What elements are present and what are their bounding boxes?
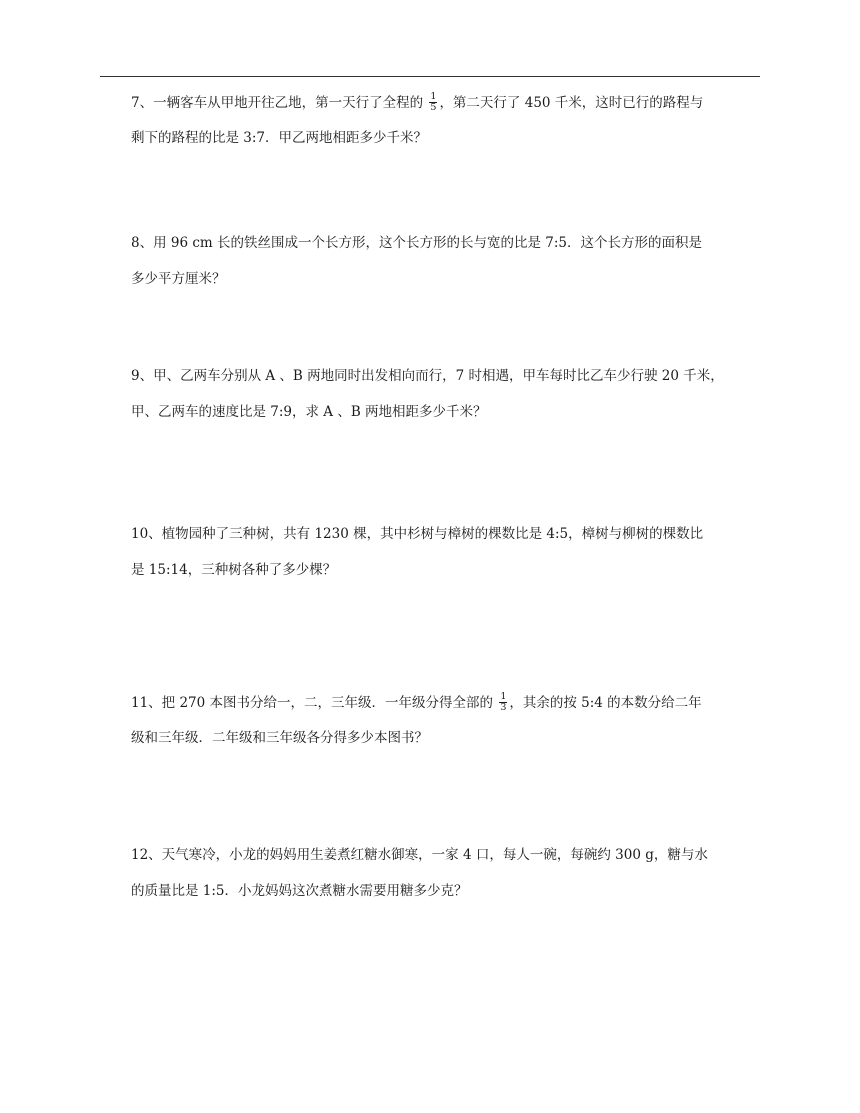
problem-10-line-2: 是 15:14，三种树各种了多少棵？ [131,562,337,578]
fraction-numerator: 1 [500,691,507,702]
problem-7-text-a: 7、一辆客车从甲地开往乙地，第一天行了全程的 [131,95,428,111]
problem-9-line-2: 甲、乙两车的速度比是 7:9，求 A 、B 两地相距多少千米？ [131,404,487,420]
problem-12-line-2: 的质量比是 1:5．小龙妈妈这次煮糖水需要用糖多少克？ [131,883,468,899]
problem-12-line-1: 12、天气寒冷，小龙的妈妈用生姜煮红糖水御寒，一家 4 口，每人一碗，每碗约 300 g，糖与水 [131,847,708,863]
problem-11-line-2: 级和三年级．二年级和三年级各分得多少本图书？ [131,730,428,746]
problem-7-line-2: 剩下的路程的比是 3:7．甲乙两地相距多少千米？ [131,130,428,146]
problem-7-text-b: ，第二天行了 450 千米，这时已行的路程与 [439,95,704,111]
fraction-one-fifth [429,92,437,113]
problem-11-text-b: ，其余的按 5:4 的本数分给二年 [509,695,702,711]
problem-11-text-a: 11、把 270 本图书分给一，二，三年级．一年级分得全部的 [131,695,498,711]
fraction-numerator: 1 [430,91,437,102]
problem-8-line-2: 多少平方厘米？ [131,271,226,287]
header-rule [100,76,760,77]
fraction-denominator: 3 [500,702,507,713]
problem-9-line-1: 9、甲、乙两车分别从 A 、B 两地同时出发相向而行，7 时相遇，甲车每时比乙车少行驶 20 千米， [131,368,724,384]
fraction-denominator: 5 [430,102,437,113]
problem-11-line-1 [131,693,702,714]
problem-10-line-1: 10、植物园种了三种树，共有 1230 棵，其中杉树与樟树的棵数比是 4:5，樟树与柳树的棵数比 [131,526,704,542]
problem-8-line-1: 8、用 96 cm 长的铁丝围成一个长方形，这个长方形的长与宽的比是 7:5．这个长方形的面积是 [131,235,703,251]
fraction-one-third [499,692,507,713]
problem-7-line-1 [131,93,703,114]
